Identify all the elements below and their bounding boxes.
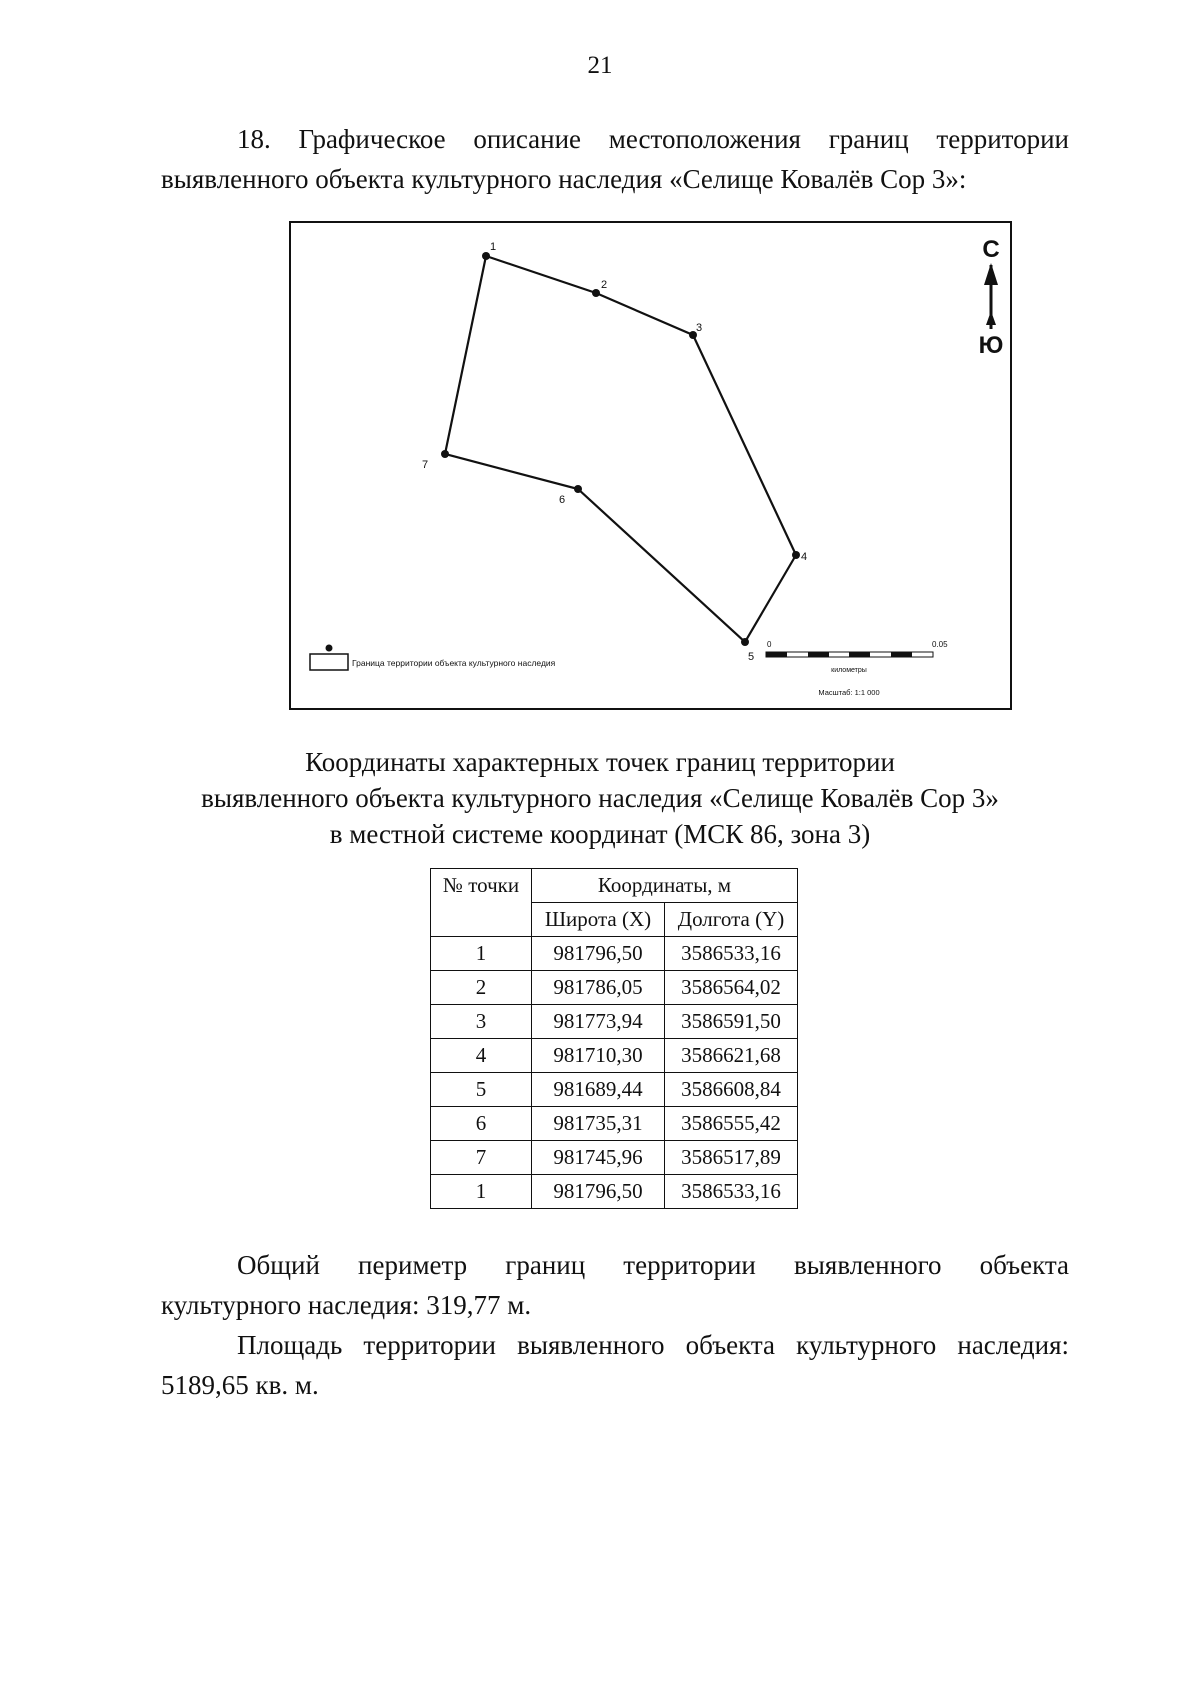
scale-end: 0.05 — [932, 640, 948, 649]
table-row — [431, 1039, 798, 1073]
vertex-label-3: 3 — [696, 322, 703, 334]
cell-point: 2 — [431, 971, 532, 1005]
scale-ratio: Масштаб: 1:1 000 — [818, 688, 880, 697]
page-number: 21 — [587, 52, 613, 79]
cell-x: 981796,50 — [532, 1175, 665, 1209]
boundary-map — [289, 221, 1012, 710]
vertex-label-1: 1 — [490, 241, 497, 253]
vertex-label-2: 2 — [601, 279, 608, 291]
boundary-map-drawing — [291, 223, 1010, 708]
legend — [310, 645, 556, 671]
cell-x: 981786,05 — [532, 971, 665, 1005]
vertex-point-2 — [592, 289, 600, 297]
cell-y: 3586517,89 — [665, 1141, 798, 1175]
table-caption — [0, 744, 1200, 852]
table-caption-line-2: выявленного объекта культурного наследия «Селище Ковалёв Сор 3» — [201, 783, 999, 813]
cell-y: 3586533,16 — [665, 937, 798, 971]
vertex-point-1 — [482, 252, 490, 260]
section-heading-line-2: выявленного объекта культурного наследия «Селище Ковалёв Сор 3»: — [161, 164, 967, 194]
vertex-label-5: 5 — [748, 651, 755, 663]
table-header-row — [431, 869, 798, 903]
section-heading — [161, 119, 1069, 199]
cell-x: 981735,31 — [532, 1107, 665, 1141]
cell-y: 3586564,02 — [665, 971, 798, 1005]
vertex-label-7: 7 — [422, 459, 429, 471]
scale-start: 0 — [767, 640, 772, 649]
perimeter-paragraph — [161, 1245, 1069, 1325]
vertex-point-5 — [741, 638, 749, 646]
cell-x: 981773,94 — [532, 1005, 665, 1039]
boundary-polygon — [445, 256, 796, 642]
table-row — [431, 971, 798, 1005]
cell-point: 1 — [431, 937, 532, 971]
north-label: С — [982, 236, 1000, 263]
vertex-point-4 — [792, 551, 800, 559]
area-line-1: Площадь территории выявленного объекта культурного наследия: — [237, 1330, 1069, 1360]
header-latitude: Широта (X) — [532, 903, 665, 937]
cell-x: 981689,44 — [532, 1073, 665, 1107]
perimeter-line-1: Общий периметр границ территории выявленного объекта — [237, 1250, 1069, 1280]
table-row — [431, 937, 798, 971]
cell-point: 3 — [431, 1005, 532, 1039]
header-point-number: № точки — [431, 869, 532, 937]
cell-y: 3586591,50 — [665, 1005, 798, 1039]
cell-point: 7 — [431, 1141, 532, 1175]
south-label: Ю — [978, 332, 1004, 359]
table-caption-line-3: в местной системе координат (МСК 86, зона 3) — [329, 819, 871, 849]
cell-point: 5 — [431, 1073, 532, 1107]
cell-y: 3586621,68 — [665, 1039, 798, 1073]
header-longitude: Долгота (Y) — [665, 903, 798, 937]
vertex-label-4: 4 — [801, 551, 808, 563]
cell-y: 3586533,16 — [665, 1175, 798, 1209]
vertex-point-6 — [574, 485, 582, 493]
area-paragraph — [161, 1325, 1069, 1405]
cell-point: 4 — [431, 1039, 532, 1073]
cell-y: 3586555,42 — [665, 1107, 798, 1141]
cell-point: 6 — [431, 1107, 532, 1141]
scale-units: километры — [831, 667, 867, 674]
cell-point: 1 — [431, 1175, 532, 1209]
table-row — [431, 1141, 798, 1175]
vertex-label-6: 6 — [559, 494, 566, 506]
table-row — [431, 1005, 798, 1039]
table-caption-line-1: Координаты характерных точек границ территории — [305, 747, 895, 777]
section-heading-line-1: 18. Графическое описание местоположения границ территории — [237, 124, 1069, 154]
scale-bar — [766, 640, 948, 697]
area-line-2: 5189,65 кв. м. — [161, 1370, 319, 1400]
cell-x: 981710,30 — [532, 1039, 665, 1073]
table-row — [431, 1073, 798, 1107]
perimeter-line-2: культурного наследия: 319,77 м. — [161, 1290, 532, 1320]
coordinates-table — [430, 868, 798, 1209]
cell-y: 3586608,84 — [665, 1073, 798, 1107]
legend-text: Граница территории объекта культурного наследия — [352, 658, 556, 668]
cell-x: 981745,96 — [532, 1141, 665, 1175]
cell-x: 981796,50 — [532, 937, 665, 971]
table-row — [431, 1175, 798, 1209]
north-arrow — [979, 236, 1004, 359]
header-coordinates: Координаты, м — [532, 869, 798, 903]
table-row — [431, 1107, 798, 1141]
vertex-point-7 — [441, 450, 449, 458]
